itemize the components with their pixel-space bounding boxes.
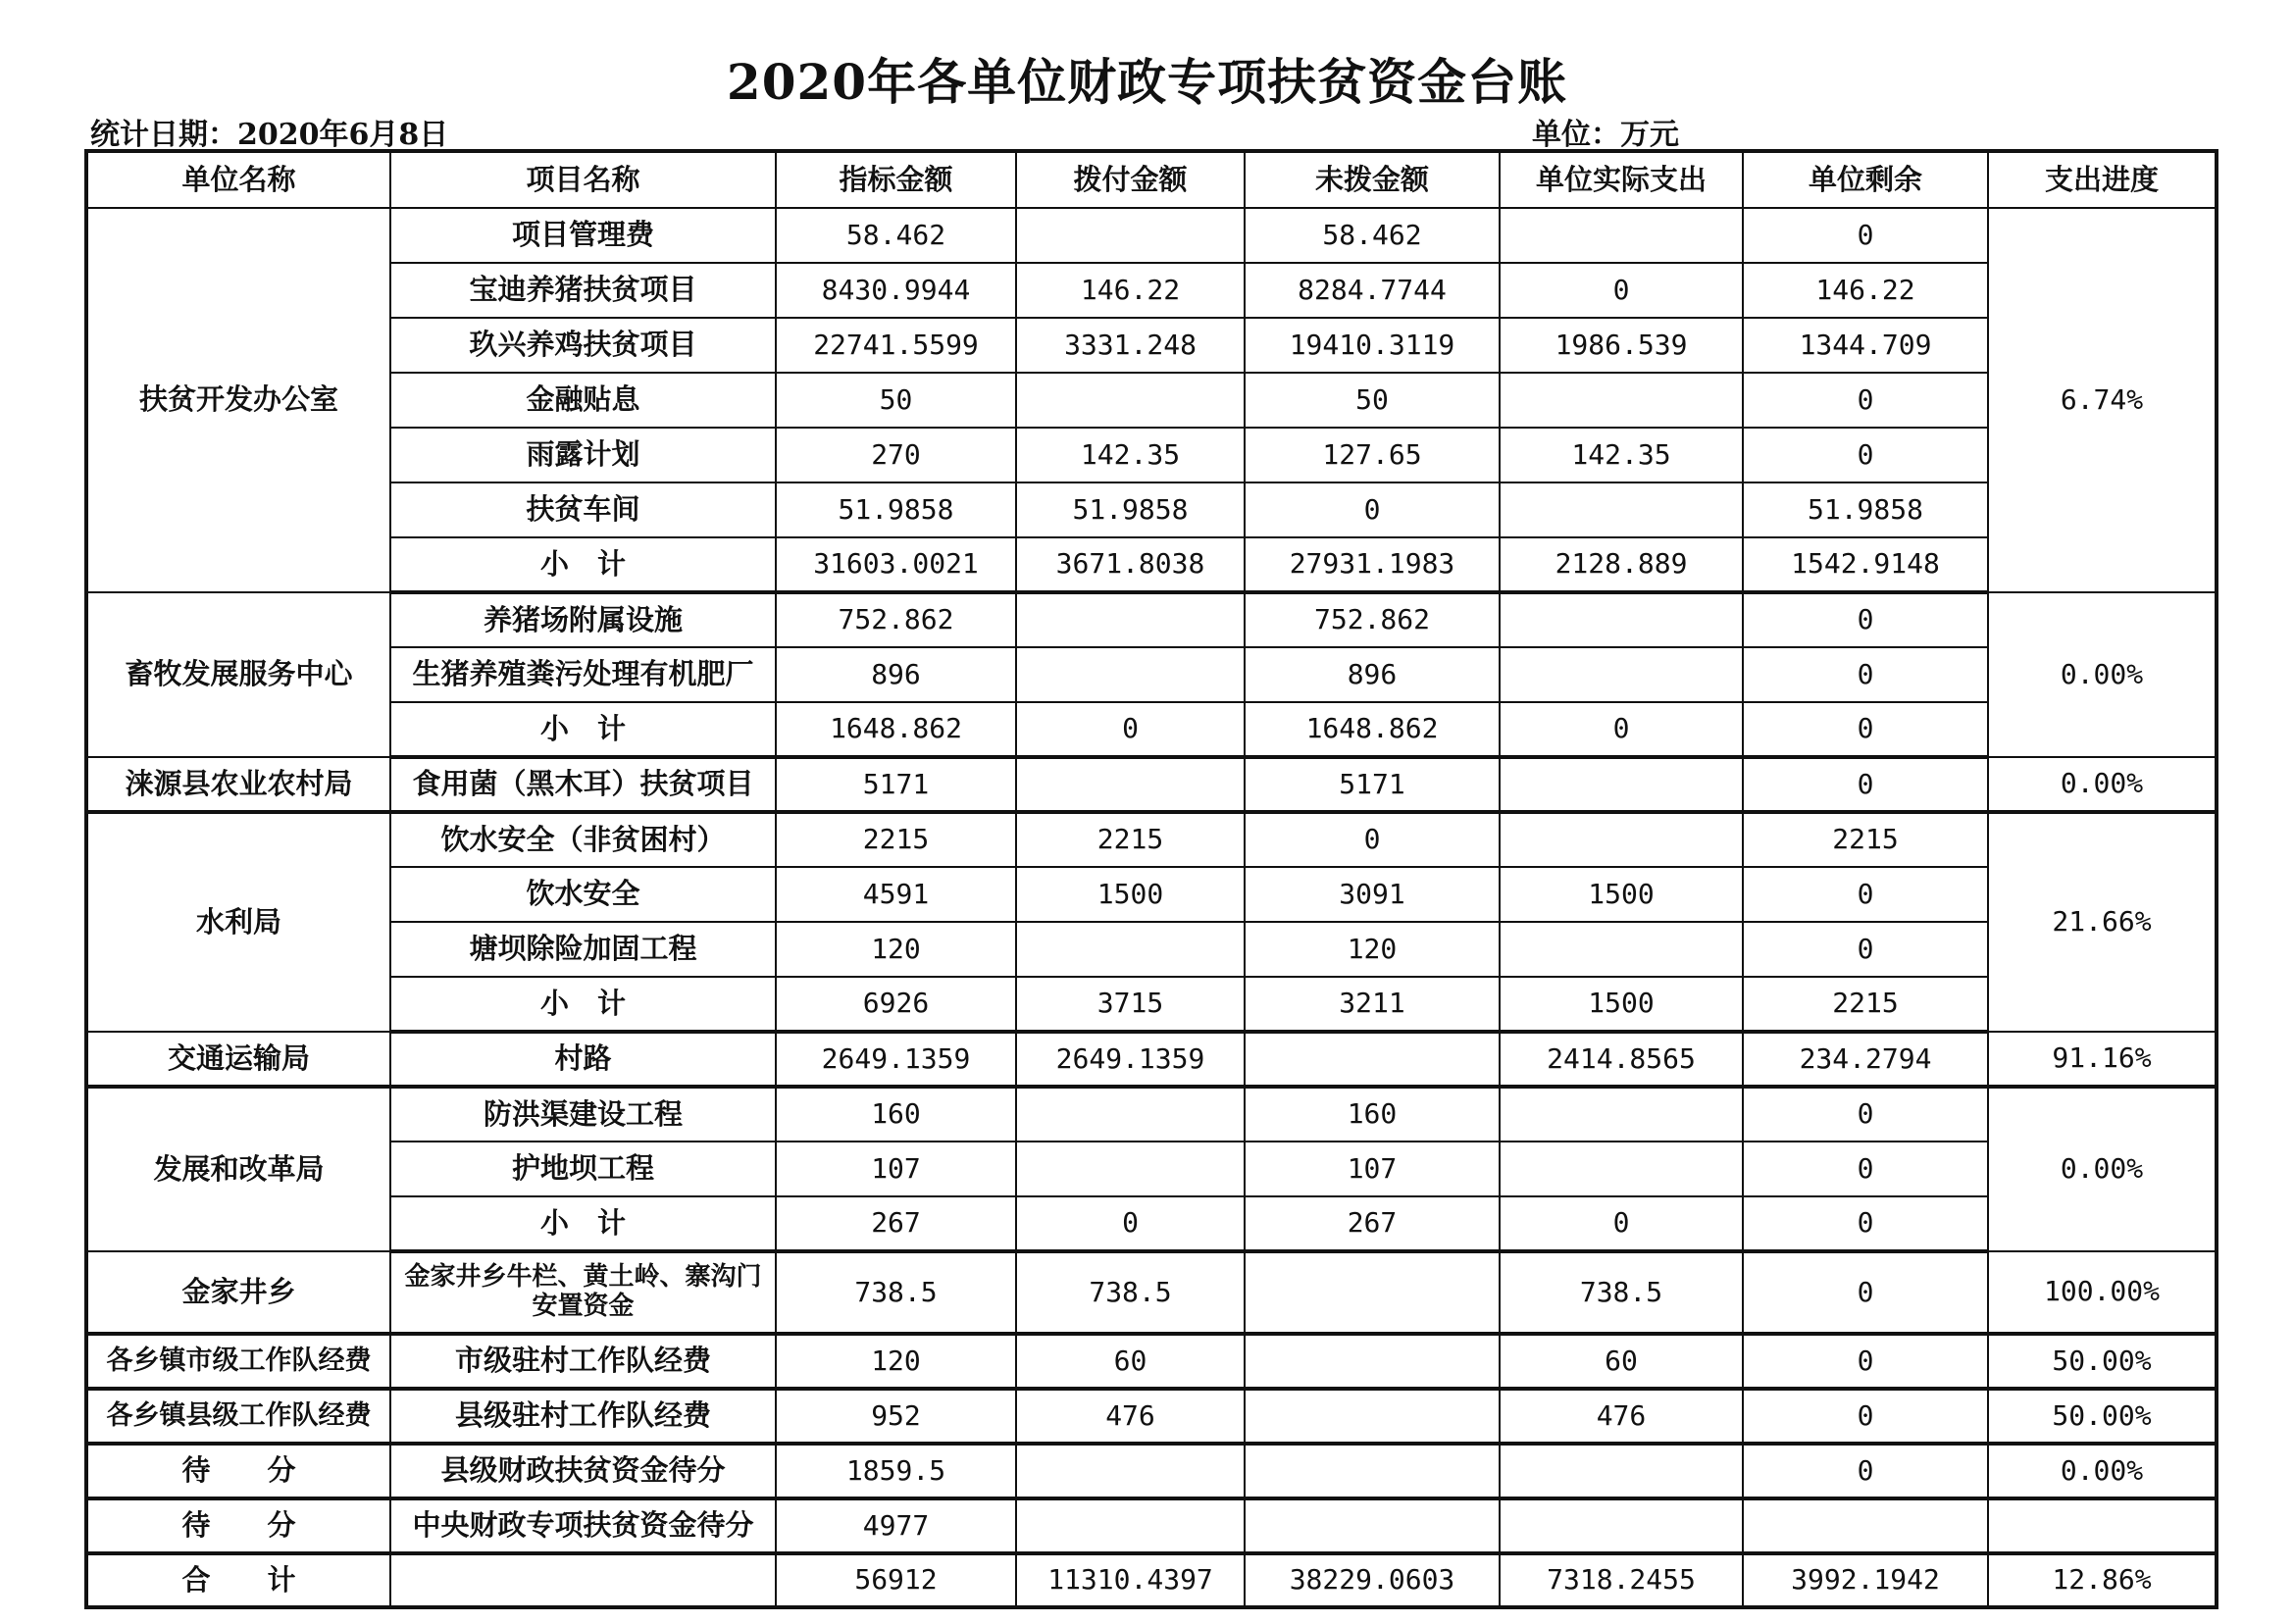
unpaid-cell xyxy=(1245,1498,1500,1553)
table-row xyxy=(86,702,2217,757)
unit-name-cell: 交通运输局 xyxy=(86,1032,390,1087)
table-row xyxy=(86,1142,2217,1196)
project-name-cell: 小 计 xyxy=(390,977,776,1032)
spent-cell xyxy=(1500,1087,1743,1142)
unit-label: 单位：万元 xyxy=(1532,118,1679,152)
unit-name-cell: 各乡镇市级工作队经费 xyxy=(86,1334,390,1389)
table-row xyxy=(86,1389,2217,1444)
progress-cell: 0.00% xyxy=(1988,592,2217,757)
target-cell: 4977 xyxy=(776,1498,1016,1553)
paid-cell: 2215 xyxy=(1016,812,1245,867)
table-row xyxy=(86,1251,2217,1334)
paid-cell: 60 xyxy=(1016,1334,1245,1389)
unpaid-cell xyxy=(1245,1389,1500,1444)
table-row xyxy=(86,1032,2217,1087)
table-row xyxy=(86,263,2217,318)
remain-cell: 0 xyxy=(1743,373,1988,428)
remain-cell: 0 xyxy=(1743,1196,1988,1251)
remain-cell: 0 xyxy=(1743,757,1988,812)
unpaid-cell: 58.462 xyxy=(1245,208,1500,263)
progress-cell: 21.66% xyxy=(1988,812,2217,1032)
header-remain: 单位剩余 xyxy=(1743,151,1988,208)
table-row xyxy=(86,592,2217,647)
paid-cell: 142.35 xyxy=(1016,428,1245,482)
header-unpaid: 未拨金额 xyxy=(1245,151,1500,208)
project-name-cell: 扶贫车间 xyxy=(390,482,776,537)
project-name-cell: 小 计 xyxy=(390,702,776,757)
spent-cell: 1500 xyxy=(1500,977,1743,1032)
remain-cell: 1542.9148 xyxy=(1743,537,1988,592)
project-name-cell: 雨露计划 xyxy=(390,428,776,482)
paid-cell: 3331.248 xyxy=(1016,318,1245,373)
spent-cell: 142.35 xyxy=(1500,428,1743,482)
target-cell: 107 xyxy=(776,1142,1016,1196)
paid-cell: 51.9858 xyxy=(1016,482,1245,537)
header-paid: 拨付金额 xyxy=(1016,151,1245,208)
table-row xyxy=(86,812,2217,867)
unpaid-cell: 5171 xyxy=(1245,757,1500,812)
unpaid-cell: 896 xyxy=(1245,647,1500,702)
paid-cell: 3671.8038 xyxy=(1016,537,1245,592)
remain-cell: 146.22 xyxy=(1743,263,1988,318)
paid-cell: 2649.1359 xyxy=(1016,1032,1245,1087)
paid-cell: 1500 xyxy=(1016,867,1245,922)
paid-cell xyxy=(1016,1087,1245,1142)
target-cell: 22741.5599 xyxy=(776,318,1016,373)
unpaid-cell xyxy=(1245,1334,1500,1389)
ledger-body xyxy=(86,208,2217,1607)
paid-cell xyxy=(1016,1142,1245,1196)
remain-cell: 234.2794 xyxy=(1743,1032,1988,1087)
remain-cell: 0 xyxy=(1743,1334,1988,1389)
paid-cell: 476 xyxy=(1016,1389,1245,1444)
spent-cell xyxy=(1500,373,1743,428)
paid-cell: 146.22 xyxy=(1016,263,1245,318)
unpaid-cell: 0 xyxy=(1245,482,1500,537)
project-name-cell: 项目管理费 xyxy=(390,208,776,263)
spent-cell xyxy=(1500,757,1743,812)
table-row xyxy=(86,1334,2217,1389)
progress-cell: 6.74% xyxy=(1988,208,2217,592)
table-row xyxy=(86,318,2217,373)
remain-cell: 0 xyxy=(1743,702,1988,757)
total-unpaid-cell: 38229.0603 xyxy=(1245,1553,1500,1607)
paid-cell: 3715 xyxy=(1016,977,1245,1032)
progress-cell: 0.00% xyxy=(1988,1444,2217,1498)
target-cell: 120 xyxy=(776,1334,1016,1389)
remain-cell: 0 xyxy=(1743,1142,1988,1196)
unpaid-cell: 107 xyxy=(1245,1142,1500,1196)
spent-cell xyxy=(1500,1498,1743,1553)
table-row xyxy=(86,977,2217,1032)
unpaid-cell: 27931.1983 xyxy=(1245,537,1500,592)
header-progress: 支出进度 xyxy=(1988,151,2217,208)
spent-cell: 0 xyxy=(1500,1196,1743,1251)
unit-name-cell: 各乡镇县级工作队经费 xyxy=(86,1389,390,1444)
total-target-cell: 56912 xyxy=(776,1553,1016,1607)
target-cell: 50 xyxy=(776,373,1016,428)
total-paid-cell: 11310.4397 xyxy=(1016,1553,1245,1607)
progress-cell: 100.00% xyxy=(1988,1251,2217,1334)
remain-cell xyxy=(1743,1498,1988,1553)
project-name-cell: 食用菌（黑木耳）扶贫项目 xyxy=(390,757,776,812)
header-target: 指标金额 xyxy=(776,151,1016,208)
remain-cell: 0 xyxy=(1743,1444,1988,1498)
spent-cell: 738.5 xyxy=(1500,1251,1743,1334)
paid-cell xyxy=(1016,922,1245,977)
spent-cell xyxy=(1500,592,1743,647)
unpaid-cell: 752.862 xyxy=(1245,592,1500,647)
unpaid-cell xyxy=(1245,1444,1500,1498)
unit-name-cell: 畜牧发展服务中心 xyxy=(86,592,390,757)
unit-name-cell: 发展和改革局 xyxy=(86,1087,390,1251)
spent-cell xyxy=(1500,1142,1743,1196)
unit-name-cell: 扶贫开发办公室 xyxy=(86,208,390,592)
table-row xyxy=(86,757,2217,812)
paid-cell xyxy=(1016,592,1245,647)
target-cell: 160 xyxy=(776,1087,1016,1142)
project-name-cell: 宝迪养猪扶贫项目 xyxy=(390,263,776,318)
unpaid-cell: 19410.3119 xyxy=(1245,318,1500,373)
project-name-cell: 养猪场附属设施 xyxy=(390,592,776,647)
remain-cell: 0 xyxy=(1743,867,1988,922)
spent-cell xyxy=(1500,647,1743,702)
total-project-cell xyxy=(390,1553,776,1607)
target-cell: 6926 xyxy=(776,977,1016,1032)
unit-name-cell: 待 分 xyxy=(86,1444,390,1498)
remain-cell: 0 xyxy=(1743,1389,1988,1444)
table-row xyxy=(86,1444,2217,1498)
remain-cell: 0 xyxy=(1743,647,1988,702)
unit-name-cell: 水利局 xyxy=(86,812,390,1032)
spent-cell: 0 xyxy=(1500,263,1743,318)
total-spent-cell: 7318.2455 xyxy=(1500,1553,1743,1607)
table-row xyxy=(86,428,2217,482)
project-name-cell: 金融贴息 xyxy=(390,373,776,428)
spent-cell: 0 xyxy=(1500,702,1743,757)
target-cell: 896 xyxy=(776,647,1016,702)
paid-cell xyxy=(1016,647,1245,702)
header-spent: 单位实际支出 xyxy=(1500,151,1743,208)
unpaid-cell: 50 xyxy=(1245,373,1500,428)
target-cell: 270 xyxy=(776,428,1016,482)
target-cell: 952 xyxy=(776,1389,1016,1444)
unpaid-cell: 127.65 xyxy=(1245,428,1500,482)
project-name-cell: 中央财政专项扶贫资金待分 xyxy=(390,1498,776,1553)
table-row xyxy=(86,647,2217,702)
target-cell: 267 xyxy=(776,1196,1016,1251)
paid-cell: 738.5 xyxy=(1016,1251,1245,1334)
remain-cell: 0 xyxy=(1743,1087,1988,1142)
project-name-cell: 塘坝除险加固工程 xyxy=(390,922,776,977)
unpaid-cell xyxy=(1245,1032,1500,1087)
spent-cell: 2128.889 xyxy=(1500,537,1743,592)
spent-cell xyxy=(1500,812,1743,867)
project-name-cell: 市级驻村工作队经费 xyxy=(390,1334,776,1389)
progress-cell: 0.00% xyxy=(1988,757,2217,812)
header-unit: 单位名称 xyxy=(86,151,390,208)
paid-cell xyxy=(1016,208,1245,263)
table-row xyxy=(86,537,2217,592)
table-row xyxy=(86,208,2217,263)
table-row xyxy=(86,867,2217,922)
paid-cell: 0 xyxy=(1016,1196,1245,1251)
unpaid-cell xyxy=(1245,1251,1500,1334)
table-row xyxy=(86,373,2217,428)
total-remain-cell: 3992.1942 xyxy=(1743,1553,1988,1607)
unit-name-cell: 涞源县农业农村局 xyxy=(86,757,390,812)
project-name-cell: 村路 xyxy=(390,1032,776,1087)
spent-cell xyxy=(1500,922,1743,977)
remain-cell: 2215 xyxy=(1743,977,1988,1032)
paid-cell xyxy=(1016,373,1245,428)
target-cell: 2649.1359 xyxy=(776,1032,1016,1087)
table-row xyxy=(86,922,2217,977)
remain-cell: 0 xyxy=(1743,592,1988,647)
remain-cell: 0 xyxy=(1743,1251,1988,1334)
target-cell: 1859.5 xyxy=(776,1444,1016,1498)
project-name-cell: 生猪养殖粪污处理有机肥厂 xyxy=(390,647,776,702)
project-name-cell: 护地坝工程 xyxy=(390,1142,776,1196)
unpaid-cell: 267 xyxy=(1245,1196,1500,1251)
project-name-cell: 县级财政扶贫资金待分 xyxy=(390,1444,776,1498)
unit-name-cell: 金家井乡 xyxy=(86,1251,390,1334)
unpaid-cell: 1648.862 xyxy=(1245,702,1500,757)
target-cell: 738.5 xyxy=(776,1251,1016,1334)
ledger-table xyxy=(84,149,2218,1609)
project-name-cell: 防洪渠建设工程 xyxy=(390,1087,776,1142)
unpaid-cell: 160 xyxy=(1245,1087,1500,1142)
progress-cell: 0.00% xyxy=(1988,1087,2217,1251)
unpaid-cell: 3091 xyxy=(1245,867,1500,922)
total-progress-cell: 12.86% xyxy=(1988,1553,2217,1607)
spent-cell: 1986.539 xyxy=(1500,318,1743,373)
header-row xyxy=(86,151,2217,208)
progress-cell xyxy=(1988,1498,2217,1553)
remain-cell: 0 xyxy=(1743,922,1988,977)
target-cell: 1648.862 xyxy=(776,702,1016,757)
unit-name-cell: 待 分 xyxy=(86,1498,390,1553)
project-name-cell: 金家井乡牛栏、黄土岭、寨沟门安置资金 xyxy=(390,1251,776,1334)
target-cell: 4591 xyxy=(776,867,1016,922)
project-name-cell: 县级驻村工作队经费 xyxy=(390,1389,776,1444)
stat-date: 统计日期：2020年6月8日 xyxy=(90,118,449,152)
paid-cell xyxy=(1016,1444,1245,1498)
target-cell: 5171 xyxy=(776,757,1016,812)
table-row xyxy=(86,1498,2217,1553)
target-cell: 51.9858 xyxy=(776,482,1016,537)
table-row xyxy=(86,1087,2217,1142)
table-row xyxy=(86,1196,2217,1251)
document-title: 2020年各单位财政专项扶贫资金台账 xyxy=(726,53,1568,111)
spent-cell: 2414.8565 xyxy=(1500,1032,1743,1087)
target-cell: 2215 xyxy=(776,812,1016,867)
spent-cell: 1500 xyxy=(1500,867,1743,922)
target-cell: 752.862 xyxy=(776,592,1016,647)
target-cell: 58.462 xyxy=(776,208,1016,263)
unpaid-cell: 0 xyxy=(1245,812,1500,867)
paid-cell xyxy=(1016,1498,1245,1553)
project-name-cell: 饮水安全（非贫困村） xyxy=(390,812,776,867)
target-cell: 8430.9944 xyxy=(776,263,1016,318)
table-row xyxy=(86,482,2217,537)
unpaid-cell: 120 xyxy=(1245,922,1500,977)
remain-cell: 0 xyxy=(1743,208,1988,263)
spent-cell: 476 xyxy=(1500,1389,1743,1444)
project-name-cell: 饮水安全 xyxy=(390,867,776,922)
target-cell: 120 xyxy=(776,922,1016,977)
header-project: 项目名称 xyxy=(390,151,776,208)
total-row xyxy=(86,1553,2217,1607)
remain-cell: 0 xyxy=(1743,428,1988,482)
progress-cell: 50.00% xyxy=(1988,1334,2217,1389)
spent-cell xyxy=(1500,1444,1743,1498)
spent-cell xyxy=(1500,208,1743,263)
target-cell: 31603.0021 xyxy=(776,537,1016,592)
spent-cell: 60 xyxy=(1500,1334,1743,1389)
paid-cell xyxy=(1016,757,1245,812)
project-name-cell: 小 计 xyxy=(390,1196,776,1251)
total-label-cell: 合 计 xyxy=(86,1553,390,1607)
remain-cell: 1344.709 xyxy=(1743,318,1988,373)
progress-cell: 50.00% xyxy=(1988,1389,2217,1444)
project-name-cell: 小 计 xyxy=(390,537,776,592)
spent-cell xyxy=(1500,482,1743,537)
remain-cell: 51.9858 xyxy=(1743,482,1988,537)
remain-cell: 2215 xyxy=(1743,812,1988,867)
unpaid-cell: 8284.7744 xyxy=(1245,263,1500,318)
paid-cell: 0 xyxy=(1016,702,1245,757)
progress-cell: 91.16% xyxy=(1988,1032,2217,1087)
unpaid-cell: 3211 xyxy=(1245,977,1500,1032)
project-name-cell: 玖兴养鸡扶贫项目 xyxy=(390,318,776,373)
